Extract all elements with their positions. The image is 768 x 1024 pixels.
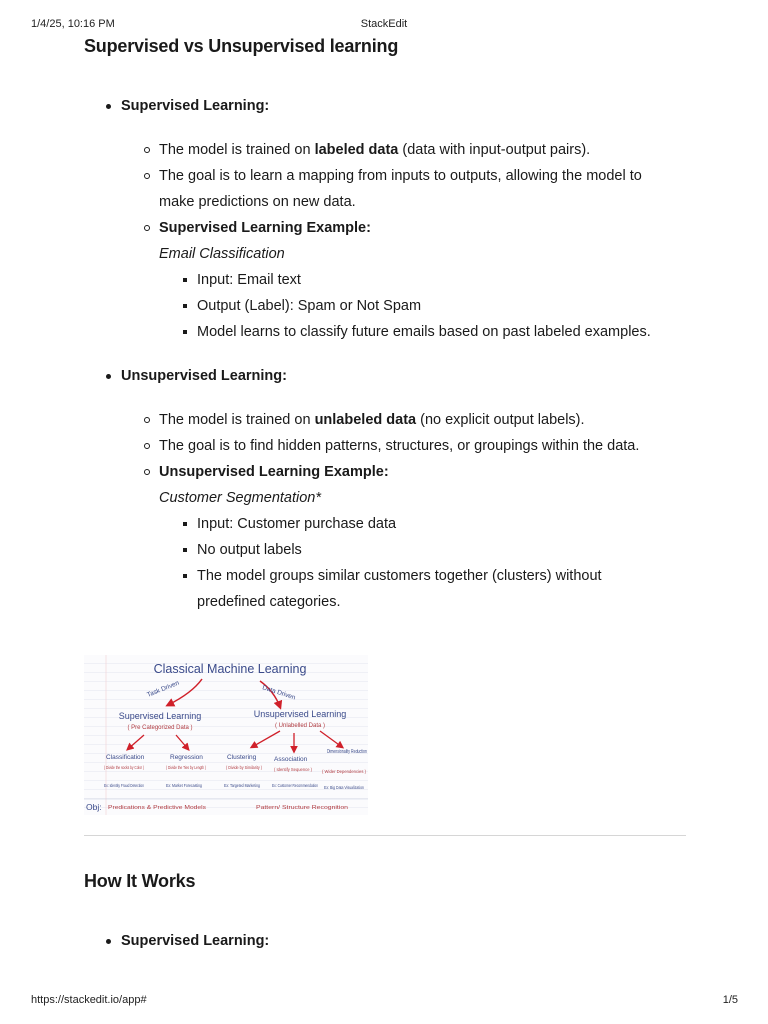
diagram-unsupervised-sublabel: ( Unlabelled Data ) bbox=[274, 723, 326, 729]
unsupervised-example-item: Input: Customer purchase data bbox=[197, 516, 397, 532]
diagram-node-association: Association bbox=[274, 756, 308, 763]
diagram-node-example: Ex: Identity Fraud Detection bbox=[104, 783, 145, 788]
diagram-obj-right: Pattern/ Structure Recognition bbox=[256, 805, 348, 811]
page-title: Supervised vs Unsupervised learning bbox=[84, 36, 399, 56]
diagram-node-note: ( Divide by Similarity ) bbox=[226, 765, 263, 770]
diagram-node-note: ( Wider Dependencies ) bbox=[322, 769, 367, 774]
how-it-works-supervised-heading: Supervised Learning: bbox=[121, 933, 270, 949]
supervised-point-2-line-1: The goal is to learn a mapping from inputs to outputs, allowing the model to bbox=[159, 168, 642, 184]
supervised-point-1-bold: labeled data bbox=[314, 142, 399, 158]
unsupervised-heading: Unsupervised Learning: bbox=[121, 368, 287, 384]
unsupervised-point-1-pre: The model is trained on bbox=[159, 412, 315, 428]
print-datetime: 1/4/25, 10:16 PM bbox=[31, 18, 115, 30]
print-app-name: StackEdit bbox=[360, 18, 408, 30]
diagram-supervised-label: Supervised Learning bbox=[118, 711, 202, 721]
supervised-point-1 bbox=[159, 141, 590, 159]
unsupervised-point-1 bbox=[159, 411, 585, 429]
unsupervised-point-2: The goal is to find hidden patterns, structures, or groupings within the data. bbox=[159, 438, 640, 454]
diagram-node-note: ( Identify Sequence ) bbox=[274, 767, 313, 772]
diagram-node-classification: Classification bbox=[106, 754, 145, 761]
unsupervised-example-heading: Unsupervised Learning Example: bbox=[159, 464, 389, 480]
diagram-node-note: ( Divide the socks by Color ) bbox=[104, 765, 145, 770]
diagram-node-clustering: Clustering bbox=[227, 754, 257, 761]
supervised-point-1-post: (data with input-output pairs). bbox=[398, 142, 591, 158]
print-url: https://stackedit.io/app# bbox=[31, 994, 147, 1006]
diagram-node-example: Ex: Targeted Marketing bbox=[224, 783, 261, 788]
supervised-point-1-pre: The model is trained on bbox=[159, 142, 315, 158]
diagram-left-arrow-label: Task Driven bbox=[146, 679, 181, 699]
page-number: 1/5 bbox=[722, 994, 738, 1006]
diagram-node-note: ( Divide the Ties by Length ) bbox=[166, 765, 207, 770]
supervised-example-item: Output (Label): Spam or Not Spam bbox=[197, 298, 422, 314]
diagram-node-example: Ex: Market Forecasting bbox=[166, 783, 203, 788]
diagram-title: Classical Machine Learning bbox=[153, 662, 307, 676]
diagram-right-arrow-label: Data Driven bbox=[261, 684, 297, 702]
unsupervised-example-item-3-line-2: predefined categories. bbox=[197, 594, 341, 610]
supervised-example-heading: Supervised Learning Example: bbox=[159, 220, 371, 236]
unsupervised-point-1-bold: unlabeled data bbox=[314, 412, 417, 428]
section-heading-how-it-works: How It Works bbox=[84, 871, 196, 891]
supervised-example-item: Input: Email text bbox=[197, 272, 301, 288]
ml-diagram-image bbox=[84, 655, 368, 815]
supervised-heading: Supervised Learning: bbox=[121, 98, 270, 114]
diagram-node-regression: Regression bbox=[170, 754, 203, 761]
supervised-example-name: Email Classification bbox=[159, 246, 285, 262]
supervised-point-2-line-2: make predictions on new data. bbox=[159, 194, 356, 210]
diagram-unsupervised-label: Unsupervised Learning bbox=[253, 709, 347, 719]
unsupervised-example-item-3-line-1: The model groups similar customers together (clusters) without bbox=[197, 568, 602, 584]
diagram-node-example: Ex: Big Data Visualization bbox=[324, 785, 365, 790]
supervised-example-item: Model learns to classify future emails based on past labeled examples. bbox=[197, 324, 651, 340]
diagram-obj-left: Predications & Predictive Models bbox=[108, 805, 207, 811]
diagram-node-example: Ex: Customer Recommendation bbox=[272, 783, 319, 788]
section-divider bbox=[84, 835, 686, 836]
diagram-supervised-sublabel: ( Pre Categorized Data ) bbox=[127, 725, 193, 731]
unsupervised-point-1-post: (no explicit output labels). bbox=[416, 412, 585, 428]
unsupervised-example-item: No output labels bbox=[197, 542, 302, 558]
unsupervised-example-name: Customer Segmentation* bbox=[159, 490, 321, 506]
diagram-obj-label: Obj: bbox=[86, 802, 102, 812]
diagram-node-dimensionality: Dimensionality Reduction bbox=[327, 749, 368, 755]
